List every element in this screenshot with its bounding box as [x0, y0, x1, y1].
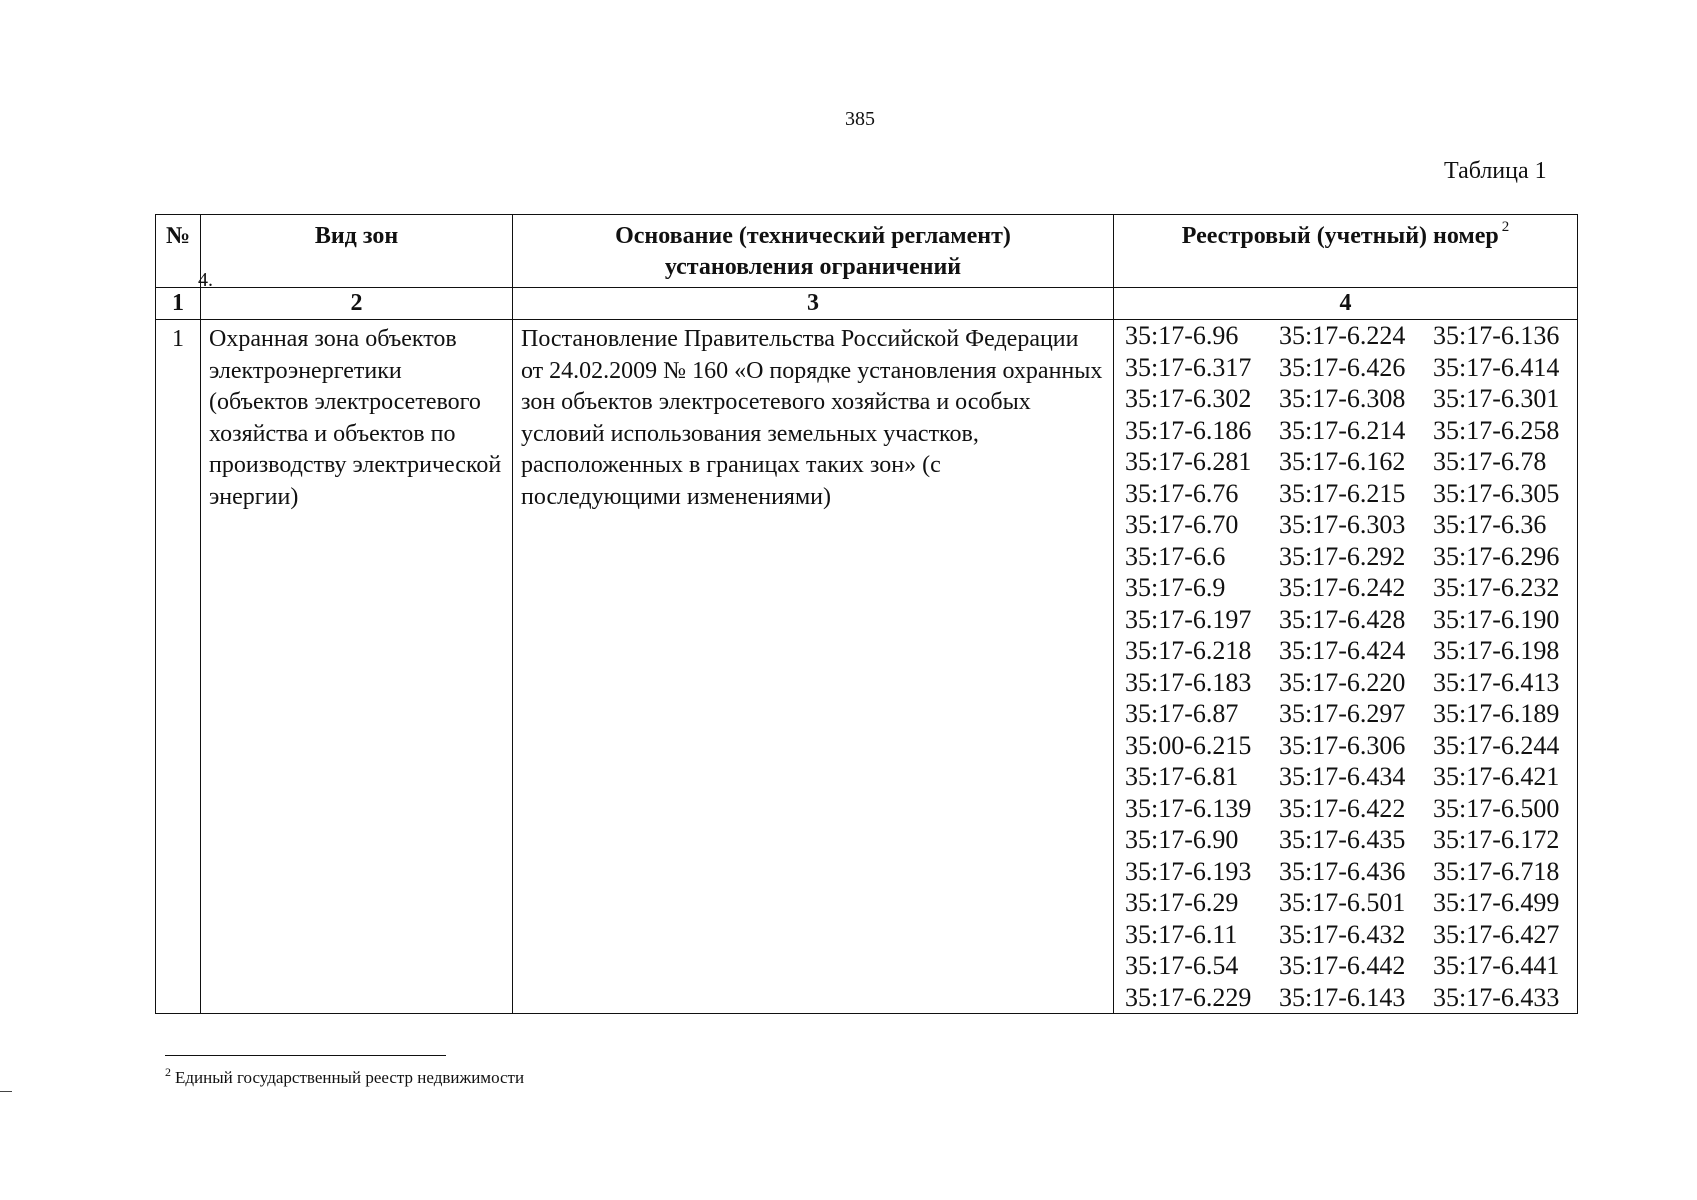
page-number: 385 [845, 108, 875, 130]
header-row [156, 215, 1578, 288]
registry-number: 35:17-6.297 [1279, 699, 1406, 728]
column-index: 2 [201, 288, 513, 320]
registry-number: 35:17-6.303 [1279, 510, 1406, 539]
header-kind-label: Вид зон [314, 223, 399, 249]
registry-number: 35:17-6.436 [1279, 856, 1406, 886]
header-basis [513, 215, 1114, 288]
registry-number: 35:17-6.162 [1279, 447, 1406, 476]
registry-number: 35:17-6.139 [1125, 793, 1252, 823]
registry-number: 35:17-6.242 [1279, 573, 1406, 602]
table-caption: Таблица 1 [1444, 158, 1547, 184]
registry-number: 35:17-6.90 [1125, 825, 1239, 854]
registry-number: 35:17-6.281 [1125, 447, 1252, 476]
margin-tick [0, 1091, 12, 1092]
footnote-ref: 2 [1501, 219, 1510, 235]
header-num [156, 215, 213, 291]
column-index: 4 [1114, 288, 1578, 320]
restrictions-table [155, 214, 1578, 1014]
registry-number: 35:17-6.306 [1279, 730, 1406, 760]
registry-number: 35:17-6.224 [1279, 321, 1406, 350]
registry-number: 35:17-6.718 [1433, 856, 1560, 886]
registry-number: 35:17-6.428 [1279, 604, 1406, 634]
registry-number: 35:17-6.442 [1279, 951, 1406, 980]
stray-mark: 4. [198, 269, 213, 291]
column-index: 3 [513, 288, 1114, 320]
registry-number: 35:17-6.258 [1433, 415, 1560, 445]
registry-number: 35:17-6.70 [1125, 510, 1239, 539]
registry-number: 35:17-6.427 [1433, 919, 1560, 949]
registry-number: 35:17-6.413 [1433, 667, 1560, 697]
registry-number: 35:17-6.301 [1433, 384, 1560, 413]
row-number: 1 [156, 320, 201, 1014]
registry-number: 35:17-6.76 [1125, 478, 1239, 508]
registry-number: 35:17-6.500 [1433, 793, 1560, 823]
registry-number: 35:17-6.186 [1125, 415, 1252, 445]
registry-number: 35:17-6.143 [1279, 982, 1406, 1012]
registry-number: 35:17-6.190 [1433, 604, 1560, 634]
registry-number: 35:17-6.422 [1279, 793, 1406, 823]
registry-number: 35:17-6.218 [1125, 636, 1252, 665]
footnote-mark: 2 [165, 1065, 171, 1079]
zone-basis: Постановление Правительства Российской Федерации от 24.02.2009 № 160 «О порядке установления охранных зон объектов электросетевого хозяйства и особых условий использования земельных участков, расположенных в границах таких зон» (с последующими изменениями) [513, 320, 1114, 1014]
footnote-text: Единый государственный реестр недвижимости [175, 1068, 525, 1087]
registry-number: 35:00-6.215 [1125, 730, 1252, 760]
registry-number: 35:17-6.432 [1279, 919, 1406, 949]
registry-number: 35:17-6.197 [1125, 604, 1252, 634]
registry-number: 35:17-6.305 [1433, 478, 1560, 508]
registry-numbers-cell [1114, 320, 1578, 1014]
registry-number: 35:17-6.426 [1279, 352, 1406, 382]
registry-number: 35:17-6.87 [1125, 699, 1239, 728]
registry-number: 35:17-6.302 [1125, 384, 1252, 413]
registry-number: 35:17-6.501 [1279, 888, 1406, 917]
registry-number: 35:17-6.292 [1279, 541, 1406, 571]
registry-number: 35:17-6.229 [1125, 982, 1252, 1012]
footnote [165, 1065, 525, 1088]
registry-number: 35:17-6.214 [1279, 415, 1406, 445]
footnote-rule [165, 1055, 446, 1056]
registry-number: 35:17-6.193 [1125, 856, 1252, 886]
registry-number: 35:17-6.11 [1125, 919, 1238, 949]
registry-number: 35:17-6.81 [1125, 762, 1239, 791]
registry-number: 35:17-6.424 [1279, 636, 1406, 665]
registry-number: 35:17-6.78 [1433, 447, 1547, 476]
registry-number: 35:17-6.198 [1433, 636, 1560, 665]
registry-number: 35:17-6.244 [1433, 730, 1560, 760]
registry-number: 35:17-6.220 [1279, 667, 1406, 697]
header-registry-label: Реестровый (учетный) номер [1181, 223, 1499, 249]
registry-number: 35:17-6.441 [1433, 951, 1560, 980]
column-index-row [156, 288, 1578, 320]
registry-number: 35:17-6.414 [1433, 352, 1560, 382]
header-basis-line1: Основание (технический регламент) [615, 223, 1011, 249]
header-kind [201, 215, 513, 288]
registry-number: 35:17-6.433 [1433, 982, 1560, 1012]
registry-number: 35:17-6.232 [1433, 573, 1560, 602]
registry-number: 35:17-6.36 [1433, 510, 1547, 539]
registry-number: 35:17-6.435 [1279, 825, 1406, 854]
registry-number: 35:17-6.421 [1433, 762, 1560, 791]
registry-number: 35:17-6.296 [1433, 541, 1560, 571]
header-num-label: № [165, 223, 191, 249]
registry-number: 35:17-6.172 [1433, 825, 1560, 854]
registry-number: 35:17-6.215 [1279, 478, 1406, 508]
registry-number: 35:17-6.136 [1433, 321, 1560, 350]
registry-number: 35:17-6.317 [1125, 352, 1252, 382]
zone-kind: Охранная зона объектов электроэнергетики (объектов электросетевого хозяйства и объектов по производству электрической энергии) [201, 320, 513, 1014]
registry-number: 35:17-6.183 [1125, 667, 1252, 697]
registry-number: 35:17-6.308 [1279, 384, 1406, 413]
registry-number: 35:17-6.189 [1433, 699, 1560, 728]
column-index: 1 [156, 288, 201, 320]
registry-number: 35:17-6.499 [1433, 888, 1560, 917]
registry-number: 35:17-6.6 [1125, 541, 1226, 571]
registry-number: 35:17-6.96 [1125, 321, 1239, 350]
registry-numbers-grid [1114, 320, 1577, 1013]
registry-number: 35:17-6.9 [1125, 573, 1226, 602]
table-row [156, 320, 1578, 1014]
registry-number: 35:17-6.54 [1125, 951, 1239, 980]
header-basis-line2: установления ограничений [664, 254, 962, 280]
registry-number: 35:17-6.434 [1279, 762, 1406, 791]
header-registry [1114, 215, 1578, 288]
registry-number: 35:17-6.29 [1125, 888, 1239, 917]
